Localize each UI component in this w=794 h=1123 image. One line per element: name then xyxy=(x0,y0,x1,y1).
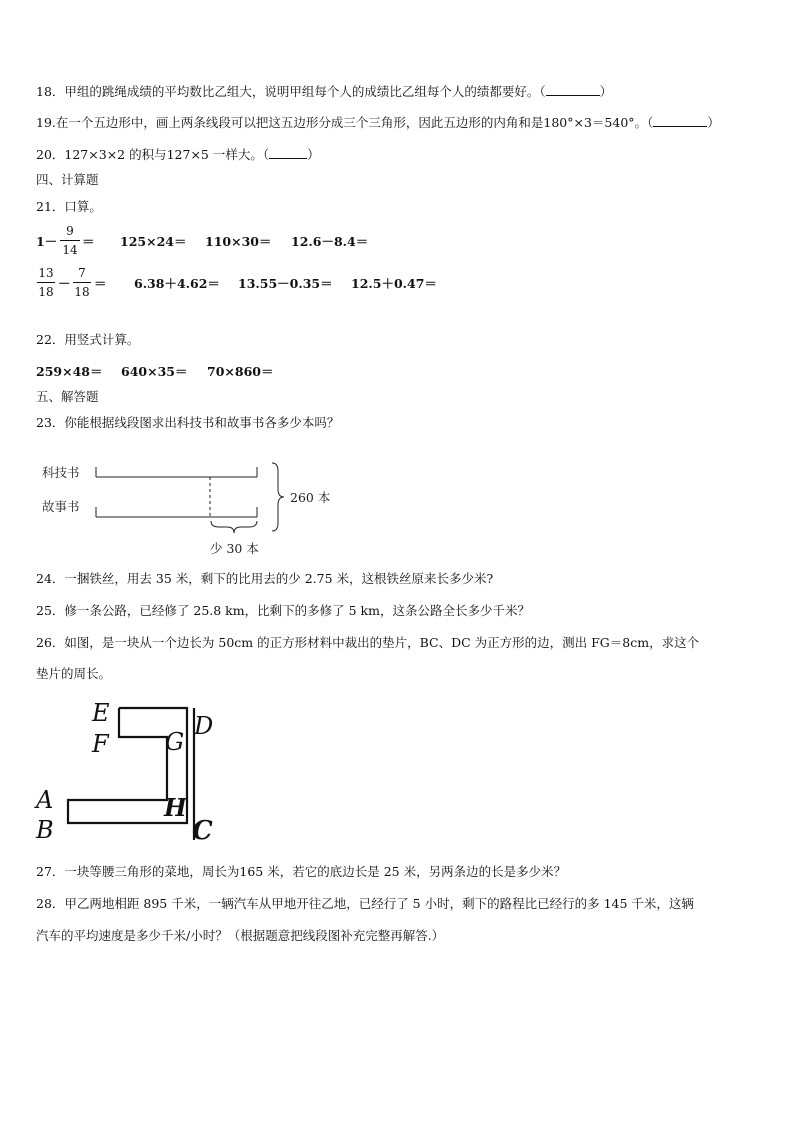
q23-line-segment-diagram xyxy=(36,455,396,565)
q22-item-70x860: 70×860＝ xyxy=(207,364,274,379)
section-5-heading: 五、解答题 xyxy=(36,389,99,404)
question-27-text: 27．一块等腰三角形的菜地，周长为165 米，若它的底边长是 25 米，另两条边的长是多少米？ xyxy=(36,864,567,879)
question-19 xyxy=(36,115,720,131)
fraction-denominator: 14 xyxy=(62,243,78,257)
point-label-a: A xyxy=(36,786,54,814)
q21-row1-eq: ＝ xyxy=(82,234,95,249)
q21-item-6.38+4.62: 6.38＋4.62＝ xyxy=(134,276,220,291)
fraction-bar xyxy=(37,282,55,283)
question-26-line2: 垫片的周长。 xyxy=(36,666,112,681)
q21-fraction-9-14 xyxy=(60,224,80,257)
answer-blank-19[interactable] xyxy=(653,115,707,127)
fraction-denominator: 18 xyxy=(38,285,54,299)
fraction-numerator: 13 xyxy=(38,266,54,280)
question-19-close: ） xyxy=(707,115,720,130)
point-label-f: F xyxy=(92,730,109,758)
question-22-title: 22．用竖式计算。 xyxy=(36,332,140,347)
q22-item-640x35: 640×35＝ xyxy=(121,364,188,379)
fraction-bar xyxy=(73,282,91,283)
fraction-denominator: 18 xyxy=(74,285,90,299)
question-18-close: ） xyxy=(599,84,613,99)
question-20-close: ） xyxy=(307,147,320,162)
question-19-text: 19.在一个五边形中，画上两条线段可以把这五边形分成三个三角形，因此五边形的内角和是180°×3＝540°。（ xyxy=(36,115,654,130)
q21-item-13.55-0.35: 13.55－0.35＝ xyxy=(238,276,333,291)
section-4-heading: 四、计算题 xyxy=(36,172,99,187)
fraction-numerator: 9 xyxy=(66,224,74,238)
q21-item-12.5+0.47: 12.5＋0.47＝ xyxy=(351,276,437,291)
difference-label: 少 30 本 xyxy=(210,541,259,556)
answer-blank-18[interactable] xyxy=(546,84,600,96)
answer-blank-20[interactable] xyxy=(269,147,307,159)
question-25-text: 25．修一条公路，已经修了 25.8 km，比剩下的多修了 5 km，这条公路全长多少千米？ xyxy=(36,603,530,618)
q21-row1-prefix: 1－ xyxy=(36,234,58,249)
q21-item-110x30: 110×30＝ xyxy=(205,234,272,249)
question-24-text: 24．一捆铁丝，用去 35 米，剩下的比用去的少 2.75 米，这根铁丝原来长多少米? xyxy=(36,571,494,586)
point-label-e: E xyxy=(92,699,110,727)
q21-fraction-13-18 xyxy=(37,266,55,299)
question-26-line1: 26．如图，是一块从一个边长为 50cm 的正方形材料中裁出的垫片，BC、DC 为正方形的边，测出 FG＝8cm，求这个 xyxy=(36,635,700,650)
fraction-bar xyxy=(60,240,80,241)
question-23-text: 23．你能根据线段图求出科技书和故事书各多少本吗？ xyxy=(36,415,340,430)
point-label-b: B xyxy=(36,816,54,844)
point-label-d: D xyxy=(194,712,214,740)
q26-gasket-figure xyxy=(32,690,232,850)
difference-brace xyxy=(211,521,257,533)
total-label: 260 本 xyxy=(290,490,331,505)
q21-item-12.6-8.4: 12.6－8.4＝ xyxy=(291,234,369,249)
q21-fraction-7-18 xyxy=(73,266,91,299)
q22-item-259x48: 259×48＝ xyxy=(36,364,103,379)
label-science-books: 科技书 xyxy=(42,465,80,480)
q21-row2-minus: － xyxy=(58,276,71,291)
question-20-text: 20．127×3×2 的积与127×5 一样大。（ xyxy=(36,147,270,162)
q21-item-125x24: 125×24＝ xyxy=(120,234,187,249)
total-brace xyxy=(272,463,284,531)
question-18-text: 18．甲组的跳绳成绩的平均数比乙组大，说明甲组每个人的成绩比乙组每个人的绩都要好。（ xyxy=(36,84,546,99)
label-story-books: 故事书 xyxy=(42,499,80,514)
fraction-numerator: 7 xyxy=(78,266,86,280)
question-18 xyxy=(36,84,612,100)
question-28-line1: 28．甲乙两地相距 895 千米，一辆汽车从甲地开往乙地，已经行了 5 小时，剩下的路程比已经行的多 145 千米，这辆 xyxy=(36,896,694,911)
q21-row2-eq: ＝ xyxy=(94,276,107,291)
point-label-g: G xyxy=(165,728,185,756)
question-21-title: 21．口算。 xyxy=(36,199,102,214)
question-28-line2: 汽车的平均速度是多少千米/小时？（根据题意把线段图补充完整再解答.） xyxy=(36,928,445,943)
point-label-h: H xyxy=(164,793,187,822)
question-20 xyxy=(36,147,320,163)
point-label-c: C xyxy=(192,816,213,846)
